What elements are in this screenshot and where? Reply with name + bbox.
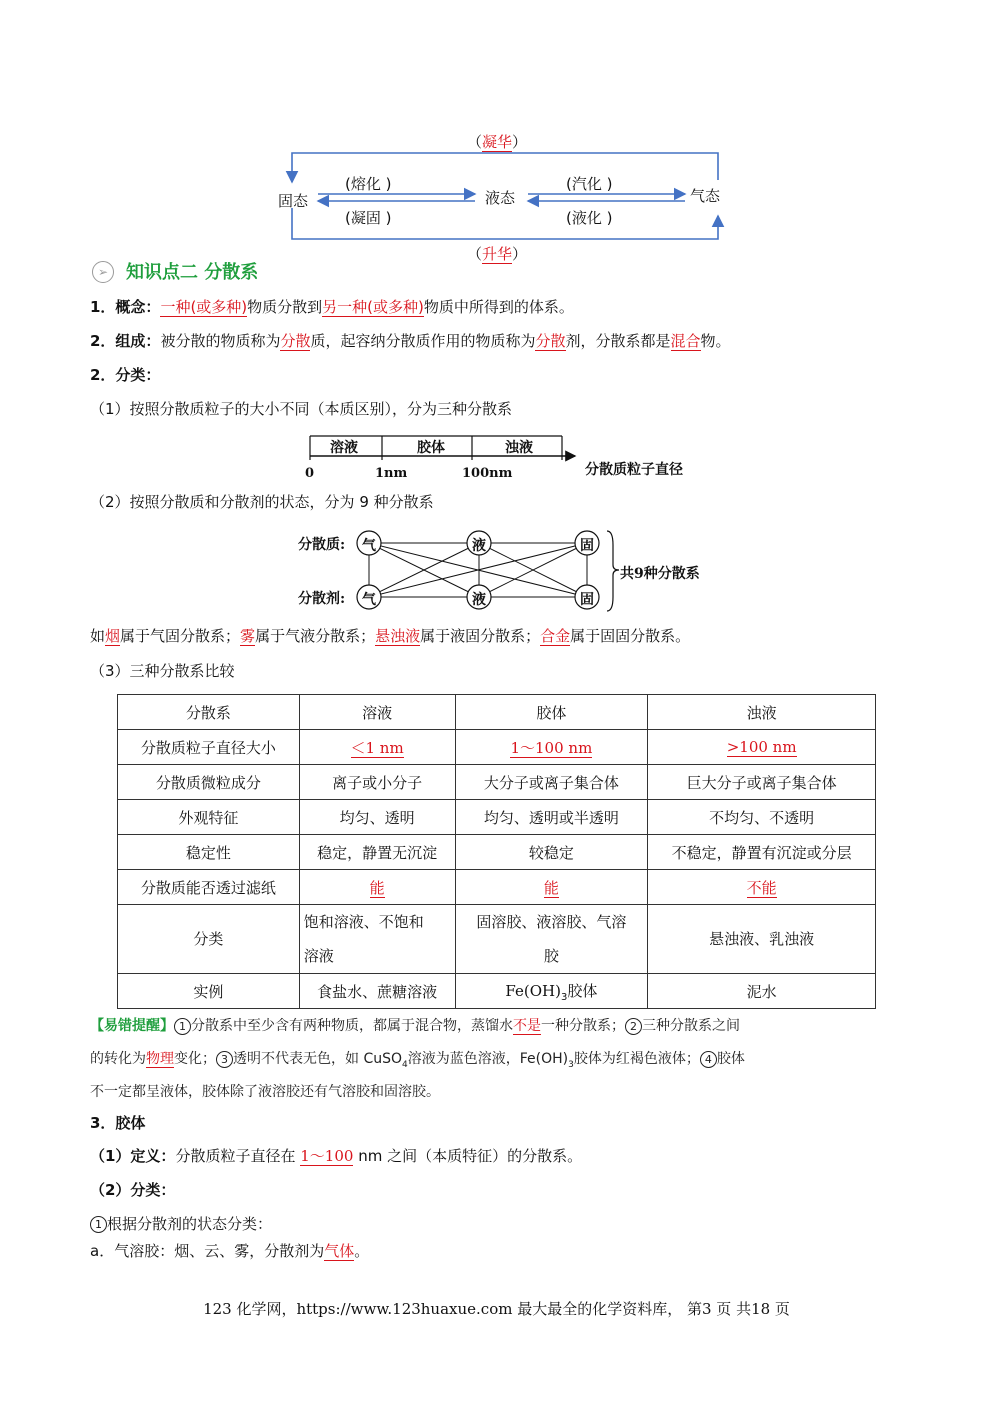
table-cell: 食盐水、蔗糖溶液 <box>299 974 455 1009</box>
table-cell: 离子或小分子 <box>299 765 455 800</box>
examples-line: 如烟属于气固分散系；雾属于气液分散系；悬浊液属于液固分散系；合金属于固固分散系。 <box>90 627 691 645</box>
table-cell: 分散质能否透过滤纸 <box>118 870 300 905</box>
table-cell: 浊液 <box>648 695 876 730</box>
table-row <box>118 835 876 870</box>
table-cell: 均匀、透明或半透明 <box>455 800 648 835</box>
table-cell: >100 nm <box>648 730 876 765</box>
table-row <box>118 800 876 835</box>
scale-tick-100nm: 100nm <box>462 466 513 481</box>
table-cell: 饱和溶液、不饱和 溶液 <box>299 905 455 974</box>
table-cell: 巨大分子或离子集合体 <box>648 765 876 800</box>
section-title: 知识点二 分散系 <box>126 262 259 283</box>
node-liquid-top: 液 <box>472 538 486 554</box>
table-cell: 较稳定 <box>455 835 648 870</box>
comparison-heading: （3）三种分散系比较 <box>90 662 235 680</box>
table-cell: 悬浊液、乳浊液 <box>648 905 876 974</box>
node-solid-bottom: 固 <box>580 592 594 608</box>
table-cell: 不稳定，静置有沉淀或分层 <box>648 835 876 870</box>
table-cell: ＜1 nm <box>299 730 455 765</box>
table-row <box>118 870 876 905</box>
condense-label: (液化 ) <box>566 209 613 227</box>
table-cell: 实例 <box>118 974 300 1009</box>
classification-by-size: （1）按照分散质粒子的大小不同（本质区别），分为三种分散系 <box>90 400 513 418</box>
table-row <box>118 695 876 730</box>
node-solid-top: 固 <box>580 538 594 554</box>
table-cell: 稳定性 <box>118 835 300 870</box>
composition-line: 2．组成：被分散的物质称为分散质，起容纳分散质作用的物质称为分散剂，分散系都是混合物。 <box>90 332 731 350</box>
freeze-label: (凝固 ) <box>345 209 392 227</box>
melt-label: (熔化 ) <box>345 175 392 193</box>
table-cell: $Fe(OH)_3$胶体 <box>455 974 648 1009</box>
scale-solution: 溶液 <box>330 440 358 456</box>
table-cell: 胶体 <box>455 695 648 730</box>
scale-axis-label: 分散质粒子直径 <box>585 462 683 478</box>
table-cell: 分类 <box>118 905 300 974</box>
table-cell: 能 <box>455 870 648 905</box>
scale-suspension: 浊液 <box>505 440 533 456</box>
table-cell: 泥水 <box>648 974 876 1009</box>
table-cell: 不均匀、不透明 <box>648 800 876 835</box>
table-cell: 分散系 <box>118 695 300 730</box>
sublimation-label: （升华） <box>467 245 528 263</box>
concept-line: 1．概念：一种(或多种)物质分散到另一种(或多种)物质中所得到的体系。 <box>90 298 574 316</box>
scale-tick-1nm: 1nm <box>375 466 408 481</box>
table-row <box>118 765 876 800</box>
colloid-definition: （1）定义：分散质粒子直径在 1～100 nm 之间（本质特征）的分散系。 <box>90 1147 583 1165</box>
classification-by-state: （2）按照分散质和分散剂的状态，分为 9 种分散系 <box>90 493 434 511</box>
scale-colloid: 胶体 <box>417 440 445 456</box>
comparison-table <box>117 694 876 1009</box>
table-row <box>118 905 876 974</box>
page-footer: 123 化学网，https://www.123huaxue.com 最大最全的化学资料库， 第3 页 共18 页 <box>203 1300 790 1318</box>
table-cell: 分散质粒子直径大小 <box>118 730 300 765</box>
table-cell: 稳定，静置无沉淀 <box>299 835 455 870</box>
table-cell: 外观特征 <box>118 800 300 835</box>
node-liquid-bottom: 液 <box>472 592 486 608</box>
gas-label: 气态 <box>690 187 721 205</box>
table-cell: 能 <box>299 870 455 905</box>
liquid-label: 液态 <box>485 189 516 207</box>
table-row <box>118 730 876 765</box>
arrow-circle-icon: ➢ <box>92 261 114 283</box>
tip-title: 【易错提醒】 <box>90 1018 174 1034</box>
table-cell: 分散质微粒成分 <box>118 765 300 800</box>
table-cell: 1～100 nm <box>455 730 648 765</box>
colloid-heading: 3．胶体 <box>90 1114 146 1132</box>
table-cell: 大分子或离子集合体 <box>455 765 648 800</box>
colloid-classification: （2）分类： <box>90 1181 176 1199</box>
network-row-solute: 分散质: <box>298 537 346 553</box>
error-tip: 【易错提醒】 1 分散系中至少含有两种物质，都属于混合物，蒸馏水不是一种分散系； 2 三种分散系之间 的转化为物理变化； 3 透明不代表无色，如 CuSO$_4$溶液为蓝色溶液，$Fe(OH)_3$胶体为红褐色液体； 4 胶体 不一定都呈液体，胶体除了液溶胶还有气溶胶和固溶胶。 <box>90 1018 745 1100</box>
deposition-label: （凝华） <box>467 133 528 151</box>
table-cell: 溶液 <box>299 695 455 730</box>
aerosol-line: a．气溶胶：烟、云、雾，分散剂为气体。 <box>90 1242 370 1260</box>
colloid-by-solvent: 1 根据分散剂的状态分类： <box>90 1213 272 1235</box>
table-cell: 不能 <box>648 870 876 905</box>
table-cell: 固溶胶、液溶胶、气溶 胶 <box>455 905 648 974</box>
network-row-solvent: 分散剂: <box>298 591 346 607</box>
solid-label: 固态 <box>278 192 309 210</box>
node-gas-top: 气 <box>362 538 376 554</box>
node-gas-bottom: 气 <box>362 592 376 608</box>
table-cell: 均匀、透明 <box>299 800 455 835</box>
table-row <box>118 974 876 1009</box>
scale-tick-0: 0 <box>305 466 315 481</box>
vaporize-label: (汽化 ) <box>566 175 613 193</box>
classification-heading: 2．分类： <box>90 366 161 384</box>
network-total: 共9种分散系 <box>620 566 700 582</box>
